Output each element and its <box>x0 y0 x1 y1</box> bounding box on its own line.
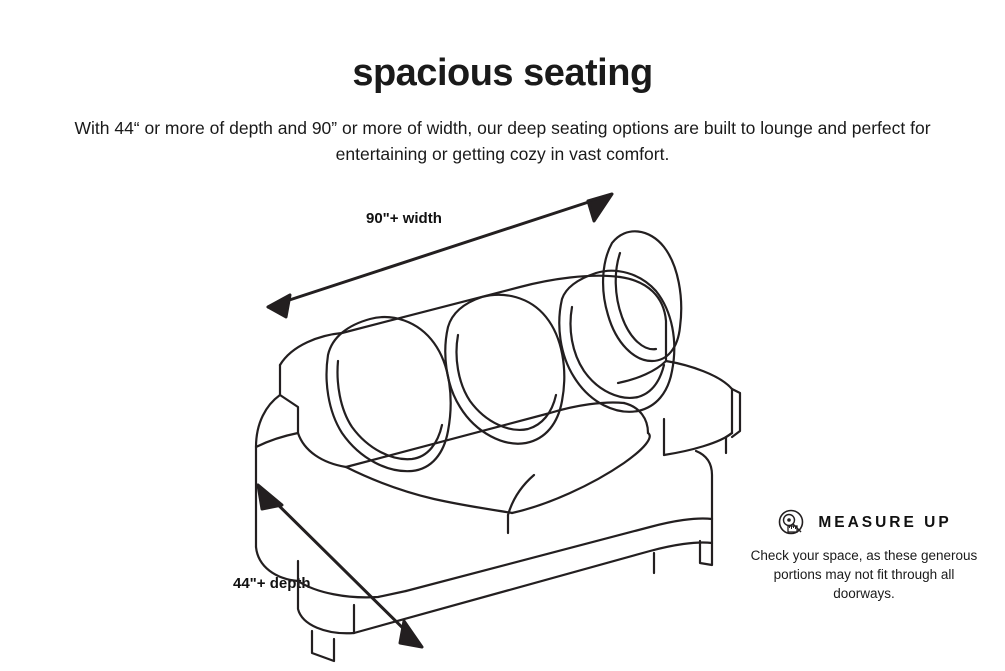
measure-up-block <box>748 508 980 603</box>
page-title: spacious seating <box>352 52 653 94</box>
depth-arrow-icon <box>258 485 422 647</box>
measure-up-header <box>748 508 980 538</box>
depth-dimension-label: 44"+ depth <box>233 575 311 592</box>
width-arrow-icon <box>268 194 612 317</box>
tape-measure-icon <box>776 508 806 538</box>
measure-up-title: MEASURE UP <box>818 514 952 531</box>
page-subtitle: With 44“ or more of depth and 90” or more of width, our deep seating options are built to lounge and perfect for entertaining or getting cozy in vast comfort. <box>74 118 931 164</box>
sofa-diagram <box>220 175 800 665</box>
measure-up-note: Check your space, as these generous portions may not fit through all doorways. <box>750 548 978 601</box>
width-dimension-label: 90"+ width <box>366 210 442 227</box>
